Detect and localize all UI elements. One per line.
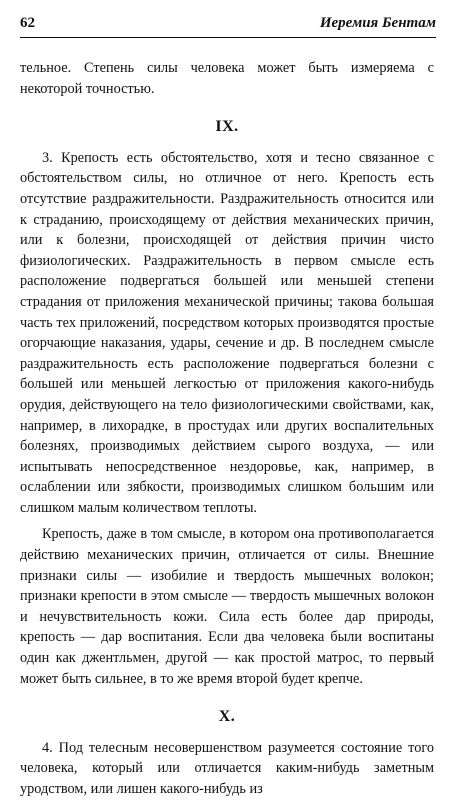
running-header — [20, 12, 436, 38]
section-ix-paragraph-2: Крепость, даже в том смысле, в котором она противополагается действию механических причин, отличается от силы. Внешние признаки силы — изобилие и твердость мышечных волокон; признаки крепости в этом смысле — твердость мышечных волокон и нечувствительность кожи. Сила есть более дар природы, крепость — дар воспитания. Если два человека были воспитаны один как джентльмен, другой — как простой матрос, то первый может быть сильнее, в то же время второй будет крепче. — [20, 526, 434, 687]
section-x-paragraph-1: 4. Под телесным несовершенством разумеется состояние того человека, который или отличается каким-нибудь заметным уродством, или лишен какого-нибудь из — [20, 739, 434, 797]
page-body — [20, 58, 434, 800]
section-heading-x: X. — [218, 708, 236, 726]
section-ix-paragraph-1: 3. Крепость есть обстоятельство, хотя и тесно связанное с обстоятельством силы, но отличное от него. Крепость есть отсутствие раздражительности. Раздражительность относится или к страданию, происходящему от действия механических причин, или к болезни, происходящей от действия причин чисто физиологических. Раздражительность в первом смысле есть расположение подвергаться большей или меньшей степени страдания от приложения механической причины; такова большая часть тех приложений, посредством которых производятся простые огорчающие наказания, удары, сечение и др. В последнем смысле раздражительность есть расположение подвергаться болезни с большей или меньшей легкостью от приложения какого-нибудь орудия, действующего на тело физиологическими свойствами, как, например, в лихорадке, в простудах или других воспалительных болезнях, производимых действием сырого воздуха, — или испытывать непосредственное нездоровье, как, например, в ослаблении или зябкости, производимых слишком большим или слишком малым количеством теплоты. — [20, 149, 434, 516]
running-title-author: Иеремия Бентам — [319, 15, 436, 31]
page-number: 62 — [20, 15, 35, 31]
continuation-paragraph: тельное. Степень силы человека может быть измеряема с некоторой точностью. — [20, 60, 434, 97]
section-heading-ix: IX. — [215, 118, 239, 136]
